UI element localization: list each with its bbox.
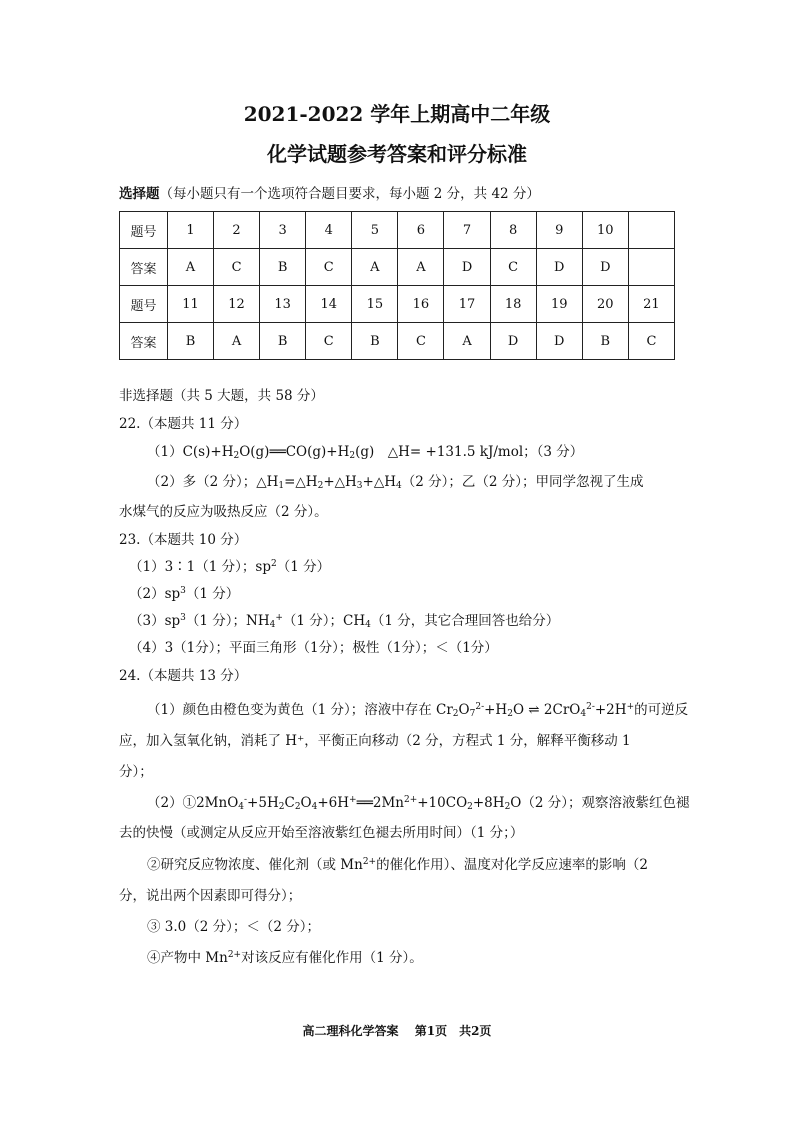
text: +10CO	[417, 795, 468, 811]
row-header: 答案	[120, 249, 168, 286]
subscript: 2	[233, 451, 240, 461]
superscript: +	[275, 613, 283, 623]
table-cell: D	[444, 249, 490, 286]
table-cell: B	[167, 323, 213, 360]
superscript: 2-	[586, 702, 595, 712]
table-cell: D	[582, 249, 628, 286]
text: （3）sp	[129, 613, 181, 629]
superscript: 3	[180, 586, 186, 596]
subscript: 4	[395, 481, 402, 491]
table-row	[120, 212, 675, 249]
table-cell: 1	[167, 212, 213, 249]
table-cell: A	[444, 323, 490, 360]
subscript: 3	[356, 481, 363, 491]
text: +△H	[323, 474, 357, 490]
text: O	[458, 702, 470, 718]
subscript: 1	[278, 481, 285, 491]
text: （1）C(s)+H	[147, 444, 234, 460]
table-cell	[628, 249, 674, 286]
page-subtitle: 化学试题参考答案和评分标准	[267, 142, 527, 166]
superscript: +	[349, 795, 357, 805]
table-cell: 15	[352, 286, 398, 323]
table-cell: B	[582, 323, 628, 360]
table-cell: B	[260, 249, 306, 286]
table-cell: 18	[490, 286, 536, 323]
text: O ⇌ 2CrO	[512, 702, 581, 718]
text: 对该反应有催化作用（1 分）。	[241, 950, 423, 966]
subscript: 2	[294, 802, 301, 812]
text: ④产物中 Mn	[147, 950, 228, 966]
table-cell: 17	[444, 286, 490, 323]
text: （2 分）；乙（2 分）；甲同学忽视了生成	[401, 474, 644, 490]
text: O(g)══CO(g)+H	[239, 444, 350, 460]
table-cell: C	[398, 323, 444, 360]
table-cell: 9	[536, 212, 582, 249]
text: O	[300, 795, 312, 811]
q24-answer-2d	[147, 946, 423, 966]
table-cell: C	[490, 249, 536, 286]
text: （1 分，其它合理回答也给分）	[370, 613, 560, 629]
q24-answer-2b	[147, 853, 648, 873]
answer-table	[119, 211, 675, 360]
table-row	[120, 249, 675, 286]
subscript: 2	[504, 802, 511, 812]
table-cell: 5	[352, 212, 398, 249]
text: =△H	[284, 474, 318, 490]
subscript: 4	[269, 620, 276, 630]
text: (g) △H= +131.5 kJ/mol；（3 分）	[355, 444, 584, 460]
superscript: 2+	[403, 795, 418, 805]
text: （1 分）；NH	[185, 613, 270, 629]
table-cell: B	[352, 323, 398, 360]
text: ②研究反应物浓度、催化剂（或 Mn	[147, 857, 363, 873]
table-cell: C	[214, 249, 260, 286]
table-cell: C	[306, 249, 352, 286]
q24-answer-1	[147, 698, 688, 719]
q24-answer-2	[147, 791, 690, 812]
text: +8H	[472, 795, 505, 811]
superscript: +	[626, 702, 635, 712]
mc-label: 选择题	[119, 186, 160, 202]
text: （1 分）；CH	[282, 613, 366, 629]
table-row	[120, 286, 675, 323]
table-cell: 19	[536, 286, 582, 323]
table-cell: 13	[260, 286, 306, 323]
text: C	[284, 795, 295, 811]
table-cell: 12	[214, 286, 260, 323]
q22-answer-1	[147, 440, 583, 461]
nonmc-heading: 非选择题（共 5 大题，共 58 分）	[119, 388, 324, 404]
q22-answer-2	[147, 470, 643, 491]
q24-answer-2b-cont: 分，说出两个因素即可得分）；	[119, 888, 302, 904]
text: （1）颜色由橙色变为黄色（1 分）；溶液中存在 Cr	[147, 702, 453, 718]
table-cell: D	[536, 249, 582, 286]
page-title: 2021-2022 学年上期高中二年级	[243, 102, 551, 126]
table-cell: B	[260, 323, 306, 360]
subscript: 4	[238, 802, 244, 812]
table-cell: A	[167, 249, 213, 286]
text: O（2 分）；观察溶液紫红色褪	[510, 795, 690, 811]
table-cell: C	[306, 323, 352, 360]
text: （2）sp	[129, 586, 181, 602]
text: （1 分）	[185, 586, 240, 602]
row-header: 题号	[120, 286, 168, 323]
table-cell: 7	[444, 212, 490, 249]
q23-answer-1	[129, 555, 330, 575]
table-cell: 6	[398, 212, 444, 249]
q23-heading: 23.（本题共 10 分）	[119, 532, 248, 548]
subscript: 2	[452, 709, 459, 719]
table-cell: C	[628, 323, 674, 360]
q23-answer-2	[129, 582, 239, 602]
table-cell: A	[352, 249, 398, 286]
subscript: 2	[507, 709, 513, 719]
table-cell: 21	[628, 286, 674, 323]
text: （2）①2MnO	[147, 795, 239, 811]
table-cell	[628, 212, 674, 249]
text: （1 分）	[276, 559, 331, 575]
table-cell: A	[214, 323, 260, 360]
table-cell: 16	[398, 286, 444, 323]
superscript: 2-	[475, 702, 485, 712]
text: +6H	[317, 795, 350, 811]
q24-heading: 24.（本题共 13 分）	[119, 668, 248, 684]
q24-answer-2-cont: 去的快慢（或测定从反应开始至溶液紫红色褪去所用时间）（1 分；）	[119, 825, 524, 841]
page-footer: 高二理科化学答案 第1页 共2页	[302, 1024, 492, 1038]
table-cell: 11	[167, 286, 213, 323]
q22-heading: 22.（本题共 11 分）	[119, 416, 248, 432]
table-cell: 4	[306, 212, 352, 249]
table-cell: D	[490, 323, 536, 360]
text: +5H	[247, 795, 279, 811]
subscript: 4	[580, 709, 587, 719]
superscript: 3	[180, 613, 186, 623]
q24-answer-2c: ③ 3.0（2 分）；＜（2 分）；	[147, 919, 321, 935]
subscript: 2	[349, 451, 356, 461]
superscript: -	[244, 795, 248, 805]
mc-section-heading	[119, 182, 540, 202]
subscript: 2	[278, 802, 285, 812]
subscript: 4	[311, 802, 318, 812]
q23-answer-3	[129, 609, 559, 630]
subscript: 4	[365, 620, 371, 630]
superscript: 2+	[362, 857, 377, 867]
text: 的可逆反	[634, 702, 689, 718]
text: +2H	[594, 702, 627, 718]
mc-note: （每小题只有一个选项符合题目要求，每小题 2 分，共 42 分）	[159, 186, 540, 202]
superscript: 2	[270, 559, 277, 569]
text: 的催化作用）、温度对化学反应速率的影响（2	[376, 857, 648, 873]
table-cell: 3	[260, 212, 306, 249]
table-row	[120, 323, 675, 360]
superscript: 2+	[227, 950, 242, 960]
text: （2）多（2 分）；△H	[147, 474, 279, 490]
table-cell: 20	[582, 286, 628, 323]
q24-answer-1-cont: 应，加入氢氧化钠，消耗了 H⁺，平衡正向移动（2 分，方程式 1 分，解释平衡移动 1	[119, 733, 631, 749]
q22-answer-2-cont: 水煤气的反应为吸热反应（2 分）。	[119, 504, 328, 520]
q23-answer-4: （4）3（1分）；平面三角形（1分）；极性（1分）；＜（1分）	[129, 640, 498, 656]
row-header: 题号	[120, 212, 168, 249]
row-header: 答案	[120, 323, 168, 360]
text: （1）3∶1（1 分）；sp	[129, 559, 271, 575]
subscript: 2	[467, 802, 473, 812]
table-cell: 14	[306, 286, 352, 323]
table-cell: 10	[582, 212, 628, 249]
table-cell: A	[398, 249, 444, 286]
subscript: 7	[469, 709, 476, 719]
table-cell: D	[536, 323, 582, 360]
text: +H	[484, 702, 508, 718]
text: ══2Mn	[356, 795, 404, 811]
text: +△H	[362, 474, 396, 490]
q24-answer-1-cont2: 分）；	[119, 764, 153, 780]
table-cell: 8	[490, 212, 536, 249]
table-cell: 2	[214, 212, 260, 249]
subscript: 2	[317, 481, 324, 491]
